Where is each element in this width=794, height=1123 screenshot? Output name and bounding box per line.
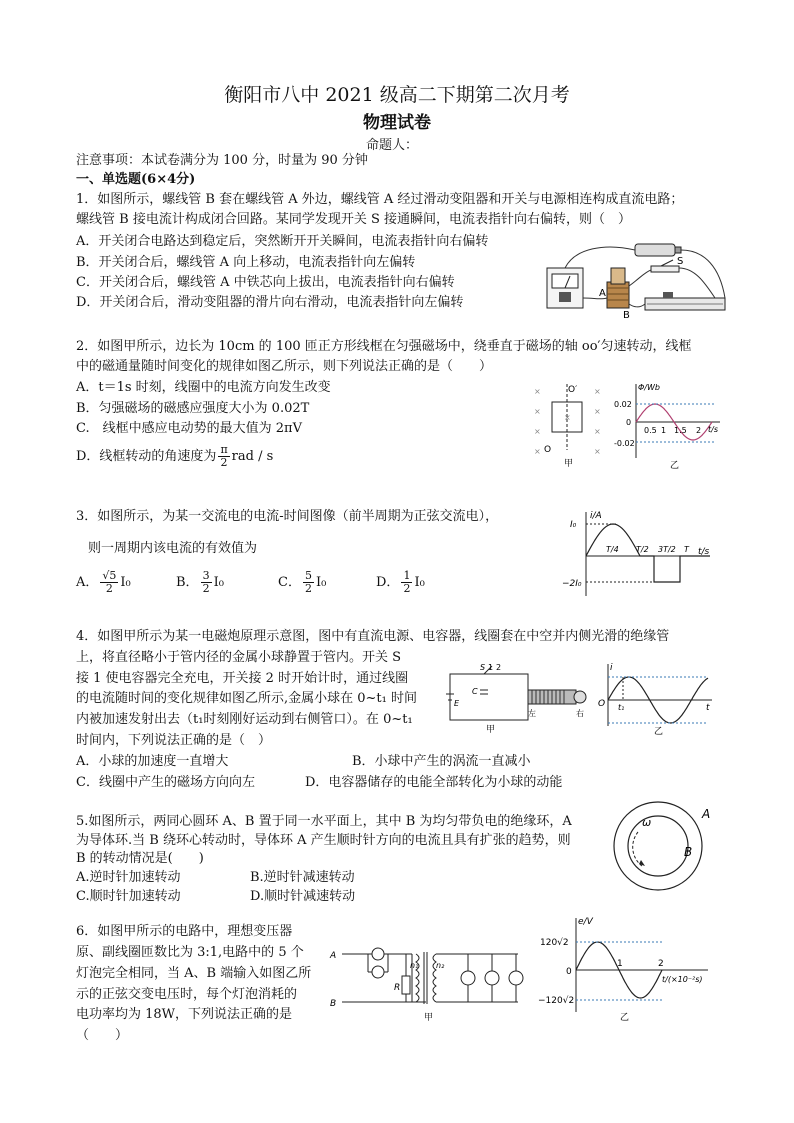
svg-text:×: × [534, 387, 541, 396]
q5-option-b: B.逆时针减速转动 [250, 870, 355, 885]
q4-t: t [706, 703, 710, 713]
q3-c-label: C． [278, 574, 301, 590]
label-b: B [623, 310, 630, 321]
q6-n2: n₂ [436, 961, 445, 970]
q1-option-a: A．开关闭合电路达到稳定后，突然断开开关瞬间，电流表指针向右偏转 [76, 234, 489, 249]
q3-b-tail: I₀ [213, 574, 224, 590]
ylabel: Φ/Wb [638, 383, 660, 392]
q2-figure-jia [530, 380, 620, 470]
q3-option-c [278, 570, 376, 595]
q3-a-den: 2 [105, 582, 113, 595]
q6-ylabel: e/V [578, 917, 593, 927]
q6-caption-yi: 乙 [620, 1013, 630, 1023]
xtick-1: 0.5 [644, 426, 657, 435]
q3-b-num: 3 [202, 569, 210, 582]
q4-line-6: 时间内，下列说法正确的是（ ） [76, 733, 272, 748]
svg-text:×: × [534, 447, 541, 456]
lamp-1 [372, 948, 384, 960]
q5-b: B [684, 845, 693, 859]
q6-x2: 2 [658, 959, 664, 969]
q3-option-d [376, 570, 425, 595]
q6-r: R [394, 983, 401, 993]
q4-n2: 2 [496, 663, 502, 672]
q4-option-a: A．小球的加速度一直增大 [76, 754, 229, 769]
q6-neg: −120√2 [538, 996, 575, 1006]
q4-option-c: C．线圈中产生的磁场方向向左 [76, 775, 255, 790]
svg-text:×: × [534, 427, 541, 436]
solenoid-icon [607, 282, 629, 308]
q3-options [76, 570, 425, 595]
q1-option-b: B．开关闭合后，螺线管 A 向上移动，电流表指针向左偏转 [76, 255, 416, 270]
q6-zero: 0 [566, 967, 572, 977]
svg-text:×: × [534, 407, 541, 416]
q4-left: 左 [528, 709, 536, 718]
q3-c-num: 5 [304, 569, 312, 582]
q5-option-c: C.顺时针加速转动 [76, 889, 181, 904]
author-line: 命题人： [366, 138, 419, 153]
q5-line-3: B 的转动情况是( ) [76, 851, 204, 866]
exam-subtitle: 物理试卷 [363, 113, 431, 133]
q3-d-label: D． [376, 574, 400, 590]
q1-option-c: C．开关闭合后，螺线管 A 中铁芯向上拔出，电流表指针向右偏转 [76, 275, 455, 290]
label-a: A [599, 288, 606, 299]
frac-num: π [220, 443, 228, 456]
q6-figure-jia [328, 938, 528, 1024]
q3-a-num: √5 [102, 569, 117, 582]
q4-s: S [480, 663, 486, 672]
q3-xtick-1: T/4 [606, 545, 619, 554]
q4-line-1: 4．如图甲所示为某一电磁炮原理示意图，图中有直流电源、电容器，线圈套在中空并内侧光滑的绝缘管 [76, 629, 670, 644]
q6-line-6: （ ） [76, 1028, 129, 1043]
q1-figure [545, 238, 730, 330]
notice: 注意事项：本试卷满分为 100 分，时量为 90 分钟 [76, 153, 368, 168]
q4-o: O [598, 699, 606, 709]
q6-chart-yi [538, 912, 718, 1024]
xtick-3: 1.5 [674, 426, 687, 435]
axis-o: O [544, 445, 552, 455]
q6-line-2: 原、副线圈匝数比为 3:1,电路中的 5 个 [76, 945, 304, 960]
q6-b: B [330, 999, 337, 1009]
lamp-4 [485, 971, 499, 985]
q3-xtick-2: T/2 [636, 545, 649, 554]
q3-stem-1: 3．如图所示，为某一交流电的电流-时间图像（前半周期为正弦交流电）， [76, 509, 499, 524]
q2-option-a: A．t＝1s 时刻，线圈中的电流方向发生改变 [76, 380, 331, 395]
q6-caption-jia: 甲 [424, 1013, 434, 1023]
xtick-4: 2 [696, 426, 702, 435]
frac-den: 2 [220, 456, 228, 469]
q6-x1: 1 [617, 959, 623, 969]
q3-a-tail: I₀ [120, 574, 131, 590]
q3-c-den: 2 [304, 582, 312, 595]
q5-line-1: 5.如图所示，两同心圆环 A、B 置于同一水平面上，其中 B 为均匀带负电的绝缘环，A [76, 814, 572, 829]
caption-jia: 甲 [564, 459, 574, 469]
ytick-pos: 0.02 [614, 400, 632, 409]
q6-line-1: 6．如图甲所示的电路中，理想变压器 [76, 924, 293, 939]
q2-stem-2: 中的磁通量随时间变化的规律如图乙所示，则下列说法正确的是（ ） [76, 359, 493, 374]
q5-line-2: 为导体环.当 B 绕环心转动时，导体环 A 产生顺时针方向的电流且具有扩张的趋势，则 [76, 833, 571, 848]
q1-option-d: D．开关闭合后，滑动变阻器的滑片向右滑动，电流表指针向左偏转 [76, 295, 464, 310]
q3-stem-2: 则一周期内该电流的有效值为 [88, 541, 258, 556]
svg-text:×: × [594, 387, 601, 396]
q3-ylabel: i/A [590, 511, 602, 521]
q3-c-tail: I₀ [315, 574, 327, 590]
axis-o-prime: O′ [568, 385, 578, 395]
q3-c-frac [303, 570, 314, 595]
q6-n1: n₁ [410, 961, 419, 970]
exam-title: 衡阳市八中 2021 级高二下期第二次月考 [224, 84, 570, 106]
label-s: S [677, 256, 684, 267]
q4-i: i [610, 663, 613, 673]
q4-n1: 1 [488, 663, 494, 672]
q3-chart [560, 508, 720, 600]
q4-line-2: 上，将直径略小于管内径的金属小球静置于管内。开关 S [76, 650, 402, 665]
q5-omega: ω [642, 816, 652, 829]
q4-caption-yi: 乙 [654, 727, 664, 736]
q3-d-frac [401, 570, 412, 595]
q2-stem-1: 2．如图甲所示，边长为 10cm 的 100 匝正方形线框在匀强磁场中，绕垂直于磁场的轴 oo′匀速转动，线框 [76, 339, 692, 354]
q4-option-d: D．电容器储存的电能全部转化为小球的动能 [305, 775, 563, 790]
q2-option-c: C. 线框中感应电动势的最大值为 2πV [76, 421, 302, 436]
q4-line-3: 接 1 使电容器完全充电，开关接 2 时开始计时，通过线圈 [76, 671, 409, 686]
q5-option-a: A.逆时针加速转动 [76, 870, 181, 885]
q3-xtick-3: 3T/2 [658, 545, 676, 554]
ytick-zero: 0 [626, 418, 632, 427]
resistor-r [402, 976, 410, 994]
q2-option-b: B．匀强磁场的磁感应强度大小为 0.02T [76, 401, 310, 416]
svg-text:×: × [594, 407, 601, 416]
caption-yi: 乙 [670, 461, 680, 471]
q3-neg: −2I₀ [562, 579, 582, 589]
q3-d-den: 2 [403, 582, 411, 595]
svg-text:×: × [594, 427, 601, 436]
q3-d-tail: I₀ [414, 574, 425, 590]
q3-option-b [176, 570, 278, 595]
q5-option-d: D.顺时针减速转动 [250, 889, 356, 904]
q5-figure [608, 796, 718, 896]
q3-b-label: B． [176, 574, 199, 590]
lamp-2 [372, 966, 384, 978]
xtick-2: 1 [661, 426, 667, 435]
q4-t1: t₁ [618, 703, 625, 712]
section-heading: 一、单选题(6×4分) [76, 172, 196, 187]
q4-right: 右 [576, 709, 584, 718]
q2-option-d-unit: rad / s [231, 448, 274, 464]
q4-line-5: 内被加速发射出去（t₁时刻刚好运动到右侧管口）。在 0~t₁ [76, 712, 413, 727]
metal-ball [574, 691, 586, 703]
lamp-3 [461, 971, 475, 985]
negative-pulse [654, 556, 680, 582]
q3-i0: I₀ [570, 520, 577, 530]
q4-figure-jia [444, 660, 594, 736]
q3-xtick-4: T [684, 545, 689, 554]
q6-xlabel: t/(×10⁻²s) [662, 975, 703, 984]
q6-line-3: 灯泡完全相同，当 A、B 端输入如图乙所 [76, 966, 312, 981]
q1-stem-1: 1．如图所示，螺线管 B 套在螺线管 A 外边，螺线管 A 经过滑动变阻器和开关与电源相连构成直流电路； [76, 192, 684, 207]
q6-line-4: 示的正弦交变电压时，每个灯泡消耗的 [76, 987, 298, 1002]
q6-line-5: 电功率均为 18W，下列说法正确的是 [76, 1007, 293, 1022]
q2-option-d-prefix: D．线框转动的角速度为 [76, 448, 217, 464]
q6-pos: 120√2 [540, 938, 569, 948]
q2-option-d [76, 444, 273, 469]
xlabel: t/s [708, 425, 718, 434]
q4-option-b: B．小球中产生的涡流一直减小 [352, 754, 531, 769]
q2-option-d-fraction [218, 444, 229, 469]
q3-d-num: 1 [403, 569, 411, 582]
q3-b-den: 2 [202, 582, 210, 595]
q1-stem-2: 螺线管 B 接电流计构成闭合回路。某同学发现开关 S 接通瞬间，电流表指针向右偏转，则（ ） [76, 212, 631, 227]
svg-text:×: × [594, 447, 601, 456]
q4-c: C [472, 687, 478, 696]
svg-text:×: × [564, 413, 571, 422]
q5-a: A [702, 807, 711, 821]
q3-b-frac [201, 570, 212, 595]
q2-chart-yi [614, 380, 724, 472]
q6-a: A [330, 951, 337, 961]
q4-caption-jia: 甲 [486, 725, 496, 735]
q3-a-frac [100, 570, 118, 595]
ring-b [628, 816, 688, 876]
q3-xlabel: t/s [698, 547, 710, 557]
q4-chart-yi [596, 660, 716, 736]
ytick-neg: -0.02 [614, 439, 635, 448]
lamp-5 [509, 971, 523, 985]
q3-a-label: A． [76, 574, 99, 590]
q3-option-a [76, 570, 176, 595]
q4-line-4: 的电流随时间的变化规律如图乙所示,金属小球在 0~t₁ 时间 [76, 691, 417, 706]
q4-e: E [454, 699, 460, 708]
battery-icon [635, 244, 675, 256]
